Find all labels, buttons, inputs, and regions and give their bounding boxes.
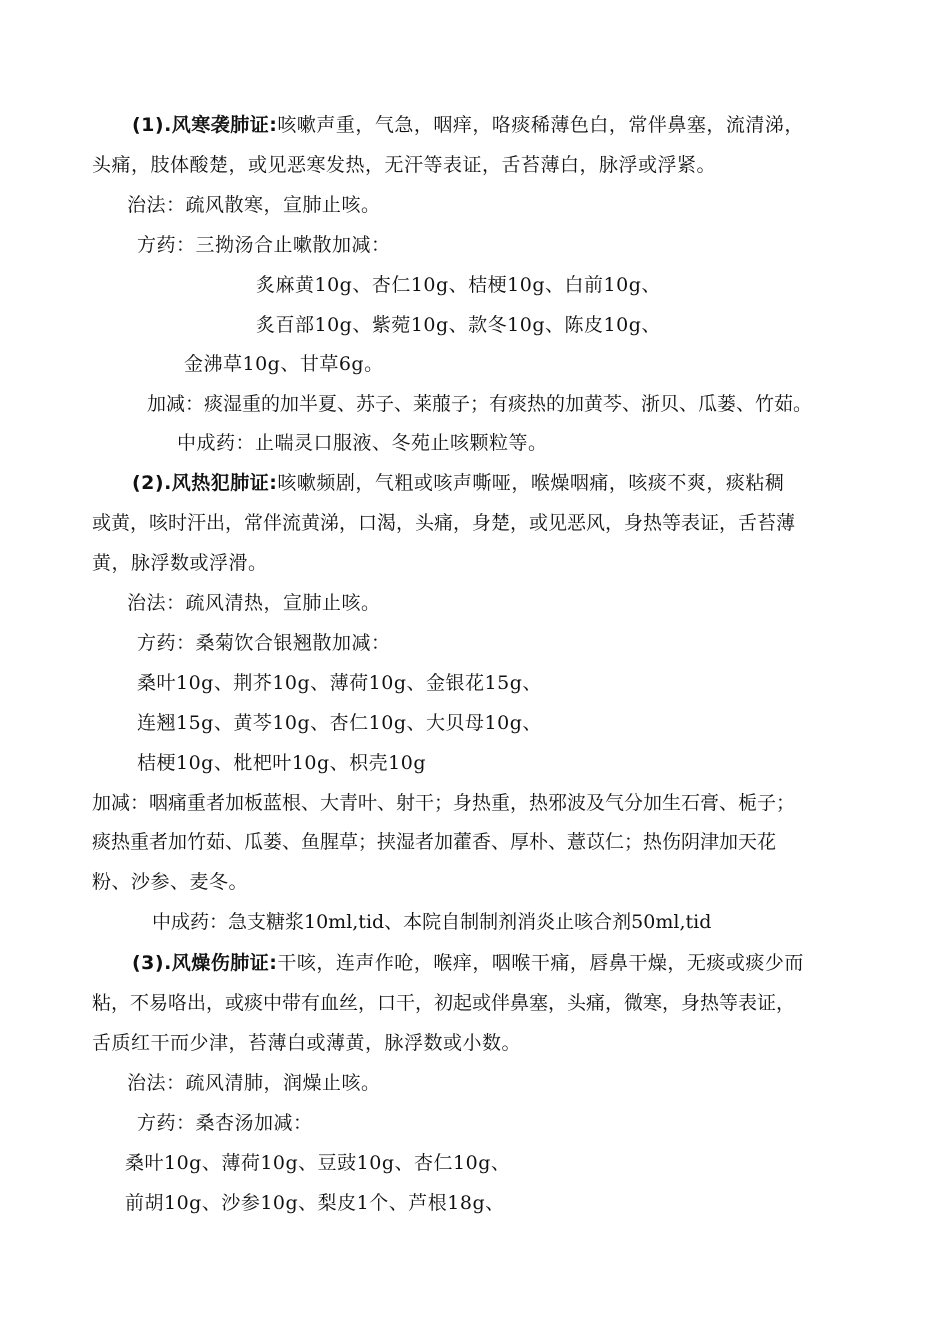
section-2-heading: (2).风热犯肺证: — [132, 472, 278, 494]
section-1-formula: 方药：三拗汤合止嗽散加减： — [137, 234, 391, 256]
section-3-heading: (3).风燥伤肺证: — [132, 952, 278, 974]
section-3-description-line-1: 干咳，连声作呛，喉痒，咽喉干痛，唇鼻干燥，无痰或痰少而 — [277, 952, 804, 974]
section-1-heading: (1).风寒袭肺证: — [132, 114, 278, 136]
section-1-first-line — [132, 112, 804, 138]
section-2-modifications-line-1: 加减：咽痛重者加板蓝根、大青叶、射干；身热重，热邪波及气分加生石膏、栀子； — [92, 792, 796, 814]
section-2-modifications-line-2: 痰热重者加竹茹、瓜蒌、鱼腥草；挟湿者加藿香、厚朴、薏苡仁；热伤阴津加天花 — [92, 831, 777, 853]
section-1-patent-medicine: 中成药：止喘灵口服液、冬苑止咳颗粒等。 — [177, 432, 548, 454]
section-2-treatment: 治法：疏风清热，宣肺止咳。 — [127, 592, 381, 614]
section-1-herbs-line-3: 金沸草10g、甘草6g。 — [184, 353, 384, 375]
section-2-formula: 方药：桑菊饮合银翘散加减： — [137, 632, 391, 654]
section-3-description-line-3: 舌质红干而少津，苔薄白或薄黄，脉浮数或小数。 — [92, 1032, 522, 1054]
section-1-description-line-2: 头痛，肢体酸楚，或见恶寒发热，无汗等表证，舌苔薄白，脉浮或浮紧。 — [92, 154, 717, 176]
section-1-herbs-line-1: 炙麻黄10g、杏仁10g、桔梗10g、白前10g、 — [256, 274, 661, 296]
section-2-patent-medicine: 中成药：急支糖浆10ml,tid、本院自制制剂消炎止咳合剂50ml,tid — [152, 911, 712, 933]
section-1-treatment: 治法：疏风散寒，宣肺止咳。 — [127, 194, 381, 216]
section-1-modifications: 加减：痰湿重的加半夏、苏子、莱菔子；有痰热的加黄芩、浙贝、瓜蒌、竹茹。 — [147, 393, 813, 415]
section-1-herbs-line-2: 炙百部10g、紫菀10g、款冬10g、陈皮10g、 — [256, 314, 661, 336]
section-3-description-line-2: 粘，不易咯出，或痰中带有血丝，口干，初起或伴鼻塞，头痛，微寒，身热等表证， — [92, 992, 796, 1014]
section-3-herbs-line-2: 前胡10g、沙参10g、梨皮1个、芦根18g、 — [125, 1192, 505, 1214]
section-2-herbs-line-1: 桑叶10g、荆芥10g、薄荷10g、金银花15g、 — [137, 672, 542, 694]
section-2-description-line-3: 黄，脉浮数或浮滑。 — [92, 552, 268, 574]
section-3-treatment: 治法：疏风清肺，润燥止咳。 — [127, 1072, 381, 1094]
section-1-description-line-1: 咳嗽声重，气急，咽痒，咯痰稀薄色白，常伴鼻塞，流清涕， — [277, 114, 804, 136]
section-3-formula: 方药：桑杏汤加减： — [137, 1112, 313, 1134]
section-3-first-line — [132, 950, 804, 976]
section-2-herbs-line-3: 桔梗10g、枇杷叶10g、枳壳10g — [137, 752, 427, 774]
section-2-description-line-2: 或黄，咳时汗出，常伴流黄涕，口渴，头痛，身楚，或见恶风，身热等表证，舌苔薄 — [92, 512, 796, 534]
section-3-herbs-line-1: 桑叶10g、薄荷10g、豆豉10g、杏仁10g、 — [125, 1152, 511, 1174]
section-2-herbs-line-2: 连翘15g、黄芩10g、杏仁10g、大贝母10g、 — [137, 712, 542, 734]
section-2-modifications-line-3: 粉、沙参、麦冬。 — [92, 871, 249, 893]
section-2-description-line-1: 咳嗽频剧，气粗或咳声嘶哑，喉燥咽痛，咳痰不爽，痰粘稠 — [277, 472, 785, 494]
section-2-first-line — [132, 470, 784, 496]
